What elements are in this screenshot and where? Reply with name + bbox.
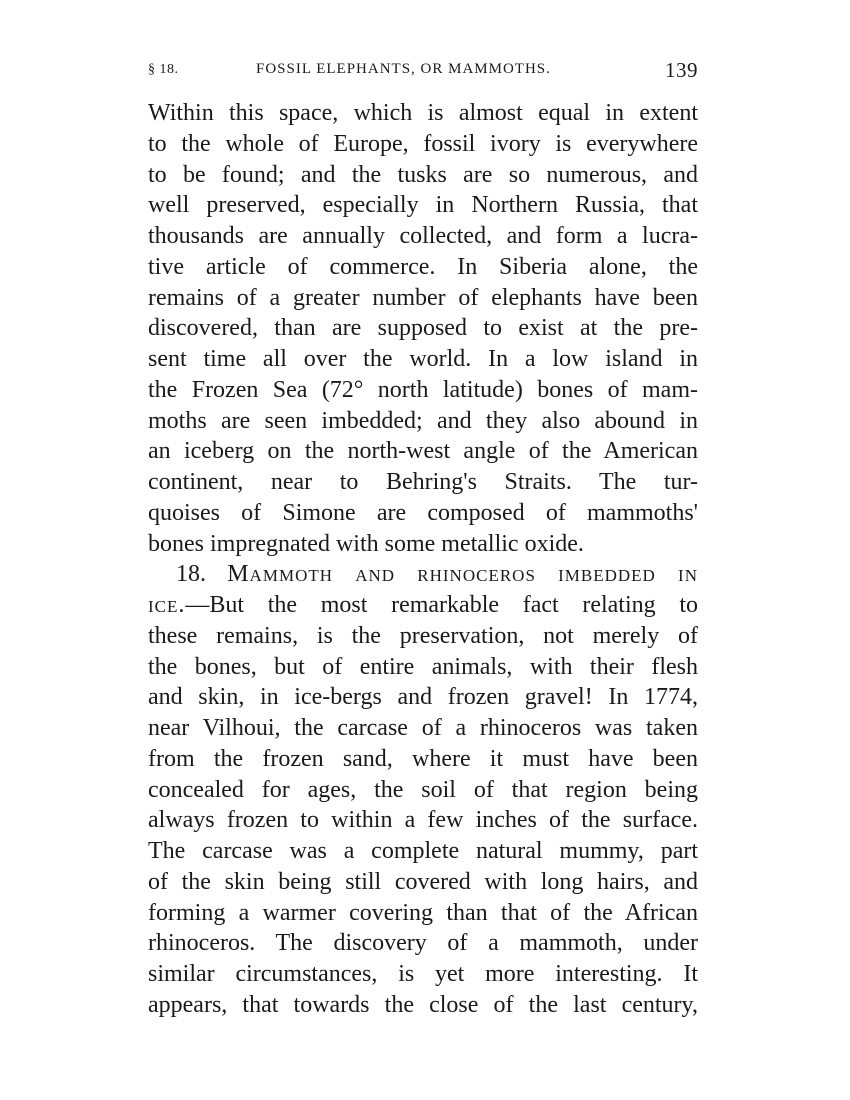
- header-running-title: FOSSIL ELEPHANTS, OR MAMMOTHS.: [256, 61, 551, 77]
- text-line: tive article of commerce. In Siberia alone, the: [148, 253, 698, 280]
- text-line: the Frozen Sea (72° north latitude) bones of mam-: [148, 376, 698, 403]
- section-heading-line: [148, 559, 698, 590]
- text-line: to be found; and the tusks are so numerous, and: [148, 161, 698, 188]
- text-line: of the skin being still covered with long hairs, and: [148, 868, 698, 895]
- text-line: quoises of Simone are composed of mammoths': [148, 499, 698, 526]
- text-line: appears, that towards the close of the last century,: [148, 991, 698, 1018]
- text-line: these remains, is the preservation, not merely of: [148, 622, 698, 649]
- section-heading: Mammoth and rhinoceros imbedded in: [227, 561, 698, 588]
- text-line: rhinoceros. The discovery of a mammoth, under: [148, 930, 698, 957]
- text-line: discovered, than are supposed to exist at the pre-: [148, 315, 698, 342]
- text-line: continent, near to Behring's Straits. The tur-: [148, 469, 698, 495]
- text-line: moths are seen imbedded; and they also abound in: [148, 407, 698, 434]
- text-line: near Vilhoui, the carcase of a rhinoceros was taken: [148, 715, 698, 741]
- text-line: bones impregnated with some metallic oxide.: [148, 530, 584, 557]
- page-body: [148, 98, 698, 1021]
- text-line: well preserved, especially in Northern Russia, that: [148, 192, 698, 219]
- text-line: thousands are annually collected, and form a lucra-: [148, 223, 698, 249]
- text-line: sent time all over the world. In a low island in: [148, 346, 698, 372]
- text-line: similar circumstances, is yet more interesting. It: [148, 961, 698, 987]
- text-line: an iceberg on the north-west angle of the American: [148, 438, 698, 465]
- section-first-line-text: —But the most remarkable fact relating to: [185, 592, 698, 618]
- text-line: and skin, in ice-bergs and frozen gravel! In 1774,: [148, 684, 698, 711]
- text-line: to the whole of Europe, fossil ivory is everywhere: [148, 130, 698, 157]
- text-line: Within this space, which is almost equal in extent: [148, 100, 698, 126]
- header-section-ref: § 18.: [148, 62, 179, 77]
- section-heading-continued: ice.: [148, 592, 186, 618]
- text-line: The carcase was a complete natural mummy, part: [148, 838, 698, 864]
- text-line: forming a warmer covering than that of the African: [148, 899, 698, 926]
- text-line: from the frozen sand, where it must have been: [148, 745, 698, 772]
- section-number: 18.: [176, 561, 206, 588]
- text-line: remains of a greater number of elephants have been: [148, 284, 698, 311]
- text-line: always frozen to within a few inches of the surface.: [148, 807, 698, 834]
- section-first-line: [148, 590, 698, 621]
- text-line: the bones, but of entire animals, with their flesh: [148, 653, 698, 680]
- page-number: 139: [665, 58, 698, 82]
- running-header: [148, 58, 698, 86]
- text-line: concealed for ages, the soil of that region being: [148, 776, 698, 803]
